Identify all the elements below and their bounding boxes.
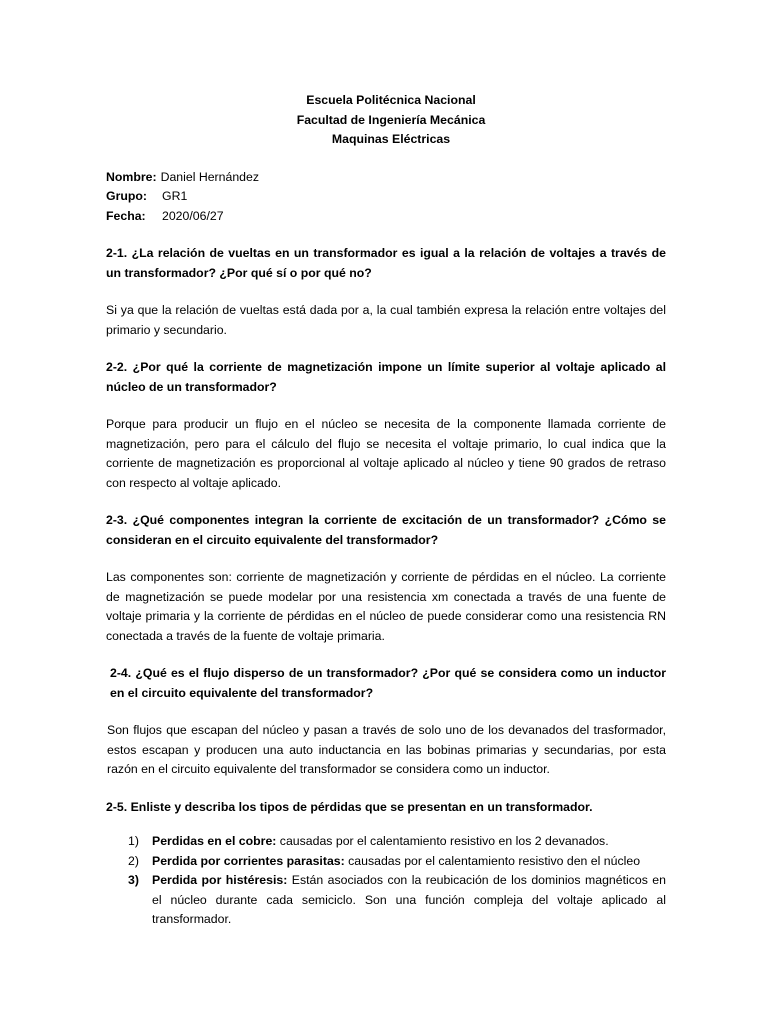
document-header <box>116 91 666 150</box>
list-item-description: causadas por el calentamiento resistivo en los 2 devanados. <box>276 834 609 848</box>
list-item <box>128 852 666 872</box>
student-info <box>106 168 666 227</box>
list-item <box>128 832 666 852</box>
question-2-2: 2-2. ¿Por qué la corriente de magnetización impone un límite superior al voltaje aplicado al núcleo de un transformador? <box>106 360 666 394</box>
answer-2-1: Si ya que la relación de vueltas está dada por a, la cual también expresa la relación entre voltajes del primario y secundario. <box>106 303 666 337</box>
list-item-title: Perdida por corrientes parasitas: <box>152 853 345 868</box>
course-name: Maquinas Eléctricas <box>331 132 451 146</box>
school-name: Escuela Politécnica Nacional <box>306 93 476 107</box>
group-value: GR1 <box>162 189 188 203</box>
list-item-number: 1) <box>128 834 139 848</box>
list-item-title: Perdidas en el cobre: <box>152 834 277 848</box>
name-value: Daniel Hernández <box>160 169 259 184</box>
date-label: Fecha: <box>106 208 146 223</box>
question-2-1: 2-1. ¿La relación de vueltas en un transformador es igual a la relación de voltajes a través de un transformador? ¿Por qué sí o por qué no? <box>106 246 666 280</box>
list-item-description: causadas por el calentamiento resistivo den el núcleo <box>344 853 641 868</box>
question-2-4: 2-4. ¿Qué es el flujo disperso de un transformador? ¿Por qué se considera como un inductor en el circuito equivalente del transformador? <box>110 666 666 700</box>
faculty-name: Facultad de Ingeniería Mecánica <box>296 112 486 127</box>
list-item <box>128 871 666 930</box>
list-item-number: 3) <box>128 873 139 887</box>
group-label: Grupo: <box>106 189 147 203</box>
list-item-text <box>152 832 666 852</box>
date-row <box>106 207 666 227</box>
answer-2-3: Las componentes son: corriente de magnetización y corriente de pérdidas en el núcleo. La corriente de magnetización se puede modelar por una resistencia xm conectada a través de una fuente de voltaje primaria y la corriente de pérdidas en el núcleo de puede considerar como una resistencia RN conectada a través de la fuente de voltaje primaria. <box>106 570 666 643</box>
list-item-title: Perdida por histéresis: <box>152 873 288 887</box>
list-item-description: Están asociados con la reubicación de los dominios magnéticos en el núcleo durante cada semiciclo. Son una función compleja del voltaje aplicado al transformador. <box>152 873 666 926</box>
list-item-text <box>152 852 666 872</box>
answer-2-4: Son flujos que escapan del núcleo y pasan a través de solo uno de los devanados del trasformador, estos escapan y producen una auto inductancia en las bobinas primarias y secundarias, por esta razón en el circuito equivalente del transformador se considera como un inductor. <box>107 723 666 776</box>
name-row <box>106 168 666 188</box>
losses-list <box>106 832 666 930</box>
date-value: 2020/06/27 <box>162 208 224 223</box>
group-row <box>106 187 666 207</box>
answer-2-2: Porque para producir un flujo en el núcleo se necesita de la componente llamada corriente de magnetización, pero para el cálculo del flujo se necesita el voltaje primario, lo cual indica que la corriente de magnetización es proporcional al voltaje aplicado al núcleo y tiene 90 grados de retraso con respecto al voltaje aplicado. <box>106 417 666 490</box>
list-item-number: 2) <box>128 853 139 868</box>
name-label: Nombre: <box>106 169 157 184</box>
question-2-5: 2-5. Enliste y describa los tipos de pérdidas que se presentan en un transformador. <box>106 799 593 814</box>
question-2-3: 2-3. ¿Qué componentes integran la corriente de excitación de un transformador? ¿Cómo se consideran en el circuito equivalente del transformador? <box>106 513 666 547</box>
list-item-text <box>152 871 666 930</box>
